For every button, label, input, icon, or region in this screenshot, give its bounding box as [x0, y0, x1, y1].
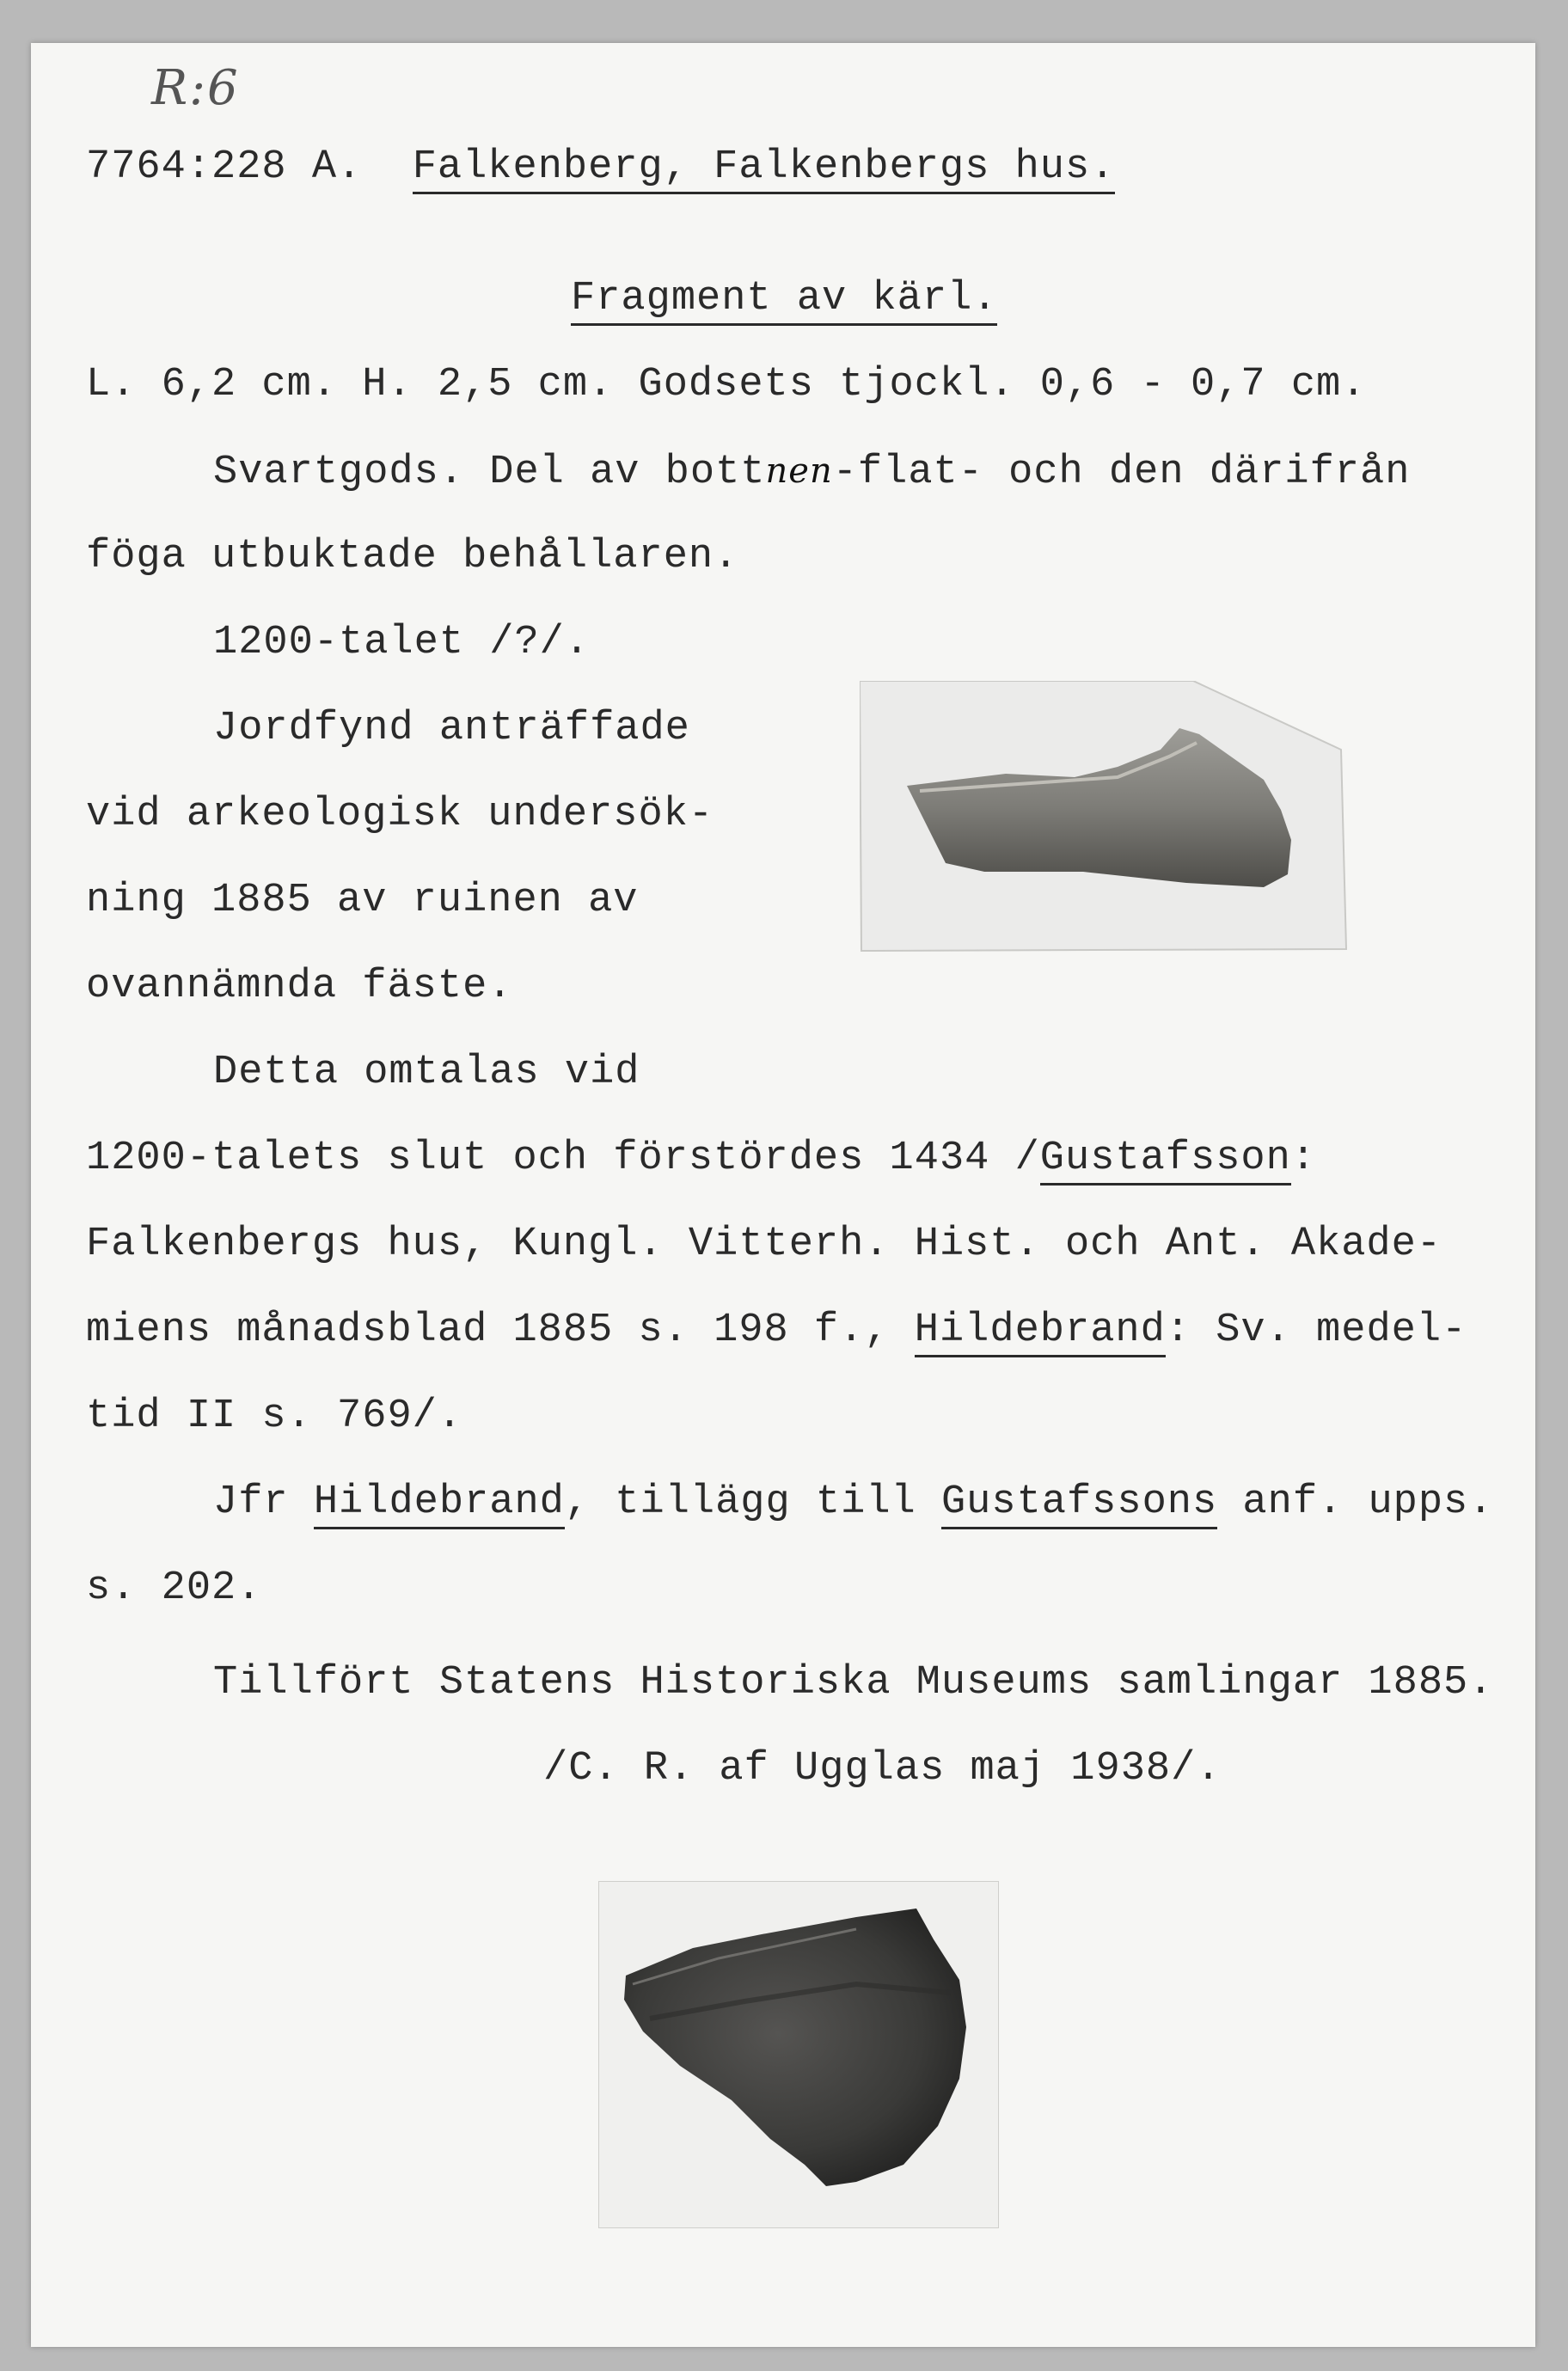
provenance: Tillfört Statens Historiska Museums samlingar 1885.	[213, 1660, 1494, 1706]
header-line	[86, 142, 1115, 193]
object-title	[571, 273, 997, 325]
compare-reference-hildebrand: Hildebrand	[314, 1480, 565, 1529]
catalog-card	[31, 43, 1535, 2347]
dimensions: L. 6,2 cm. H. 2,5 cm. Godsets tjockl. 0,6 - 0,7 cm.	[86, 362, 1367, 407]
history-line-2	[86, 1133, 1316, 1185]
description-text-b: -flat- och den därifrån	[832, 450, 1411, 495]
shelf-mark: R:6	[151, 60, 240, 116]
compare-text-a: Jfr	[213, 1480, 314, 1525]
find-line-3: ning 1885 av ruinen av	[86, 878, 639, 923]
history-text-c: miens månadsblad 1885 s. 198 f.,	[86, 1308, 915, 1353]
description-text-a: Svartgods. Del av bott	[213, 450, 766, 495]
fragment-photo-bottom	[598, 1881, 999, 2228]
history-line-3: Falkenbergs hus, Kungl. Vitterh. Hist. och Ant. Akade-	[86, 1222, 1442, 1267]
history-line-1: Detta omtalas vid	[213, 1050, 640, 1095]
find-line-2: vid arkeologisk undersök-	[86, 792, 714, 837]
fragment-side-image	[860, 681, 1351, 954]
reference-gustafsson: Gustafsson	[1040, 1136, 1291, 1186]
dating: 1200-talet /?/.	[213, 620, 591, 665]
compare-reference-gustafssons: Gustafssons	[941, 1480, 1217, 1529]
history-text-d: : Sv. medel-	[1165, 1308, 1467, 1353]
fragment-photo-top	[860, 681, 1351, 954]
compare-line-2: s. 202.	[86, 1565, 262, 1611]
reference-hildebrand: Hildebrand	[915, 1308, 1166, 1357]
compare-line-1	[213, 1477, 1493, 1529]
inventory-number: 7764:228 A.	[86, 144, 363, 190]
object-title-text: Fragment av kärl.	[571, 276, 997, 326]
history-text-b: :	[1290, 1136, 1317, 1181]
description-line-2: föga utbuktade behållaren.	[86, 534, 739, 579]
signature: /C. R. af Ugglas maj 1938/.	[543, 1746, 1222, 1792]
history-line-4	[86, 1305, 1467, 1357]
find-line-4: ovannämnda fäste.	[86, 964, 513, 1009]
compare-text-c: anf. upps.	[1217, 1480, 1494, 1525]
find-line-1: Jordfynd anträffade	[213, 706, 690, 751]
history-line-5: tid II s. 769/.	[86, 1394, 463, 1439]
fragment-top-image	[598, 1881, 999, 2228]
compare-text-b: , tillägg till	[564, 1480, 941, 1525]
description-line-1	[213, 445, 1410, 499]
find-place: Falkenberg, Falkenbergs hus.	[413, 144, 1116, 194]
handwritten-insertion: nen	[765, 451, 833, 491]
history-text-a: 1200-talets slut och förstördes 1434 /	[86, 1136, 1040, 1181]
